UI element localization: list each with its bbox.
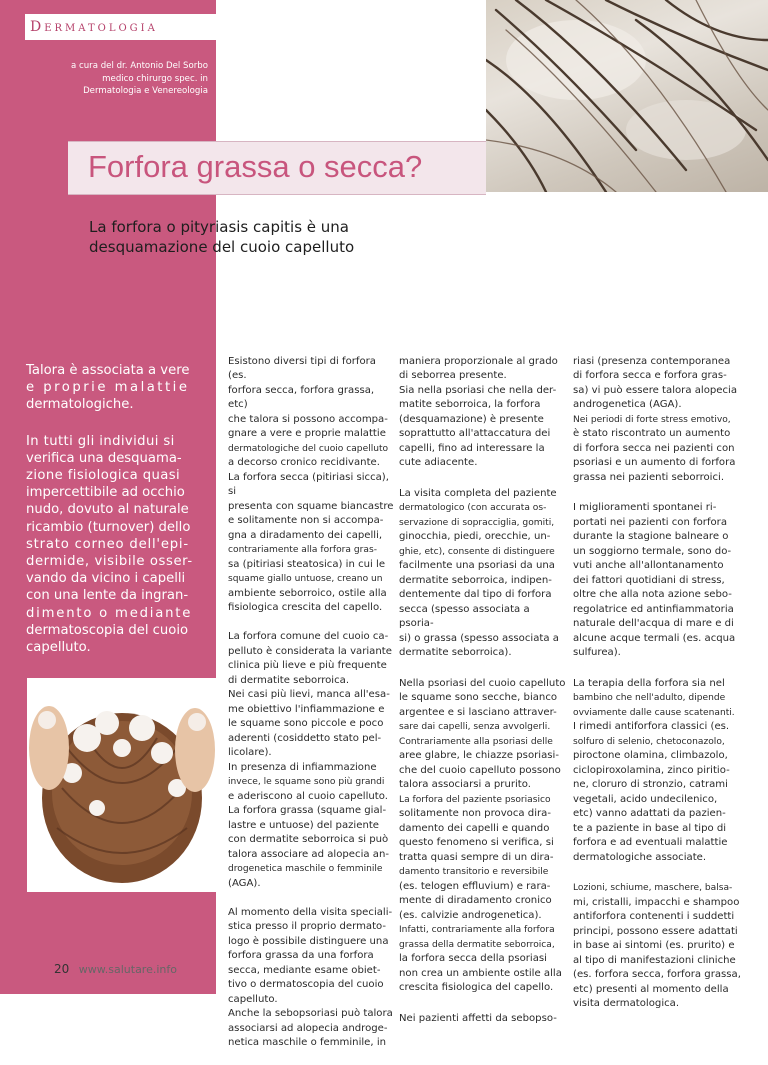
text-line: a decorso cronico recidivante.: [228, 457, 380, 468]
text-line: (es. forfora secca, forfora grassa,: [573, 969, 741, 980]
text-line: Sia nella psoriasi che nella der-: [399, 384, 557, 396]
text-line: antiforfora contenenti i suddetti: [573, 911, 735, 922]
text-line: Nei pazienti affetti da sebopso-: [399, 1012, 557, 1024]
text-line: La forfora secca (pitiriasi sicca), si: [228, 471, 389, 497]
text-line: (desquamazione) è presente: [399, 413, 544, 425]
text-line: ne, cloruro di stronzio, catrami: [573, 779, 728, 790]
text-line: di forfora secca nei pazienti con: [573, 442, 735, 454]
page-number: 20: [54, 962, 70, 976]
section-rubric: [25, 14, 216, 40]
sidebar-line: dermide, visibile osser-: [26, 554, 193, 570]
text-line: contrariamente alla forfora gras-: [228, 545, 377, 555]
text-line: etc) presenti al momento della: [573, 983, 729, 995]
credit-line: a cura del dr. Antonio Del Sorbo: [71, 61, 208, 71]
text-line: facilmente una psoriasi da una: [399, 560, 555, 571]
text-line: (es. calvizie androgenetica).: [399, 909, 542, 921]
text-line: mente di diradamento cronico: [399, 895, 552, 906]
text-line: La visita completa del paziente: [399, 487, 557, 499]
sidebar-text: [26, 343, 206, 675]
website-link[interactable]: www.salutare.info: [78, 963, 177, 976]
text-column-3: [573, 340, 741, 1026]
text-line: Anche la sebopsoriasi può talora: [228, 1008, 393, 1019]
text-line: dermatologiche associate.: [573, 851, 707, 863]
text-line: riasi (presenza contemporanea: [573, 355, 731, 367]
text-line: solitamente non provoca dira-: [399, 808, 551, 819]
text-line: sulfurea).: [573, 647, 621, 658]
credit-line: Dermatologia e Venereologia: [83, 86, 208, 96]
text-line: I rimedi antiforfora classici (es.: [573, 721, 730, 732]
text-line: associarsi ad alopecia androge-: [228, 1022, 388, 1034]
sidebar-line: capelluto.: [26, 640, 91, 656]
sidebar-line: con una lente da ingran-: [26, 588, 189, 604]
text-line: questo fenomeno si verifica, si: [399, 837, 554, 848]
hair-washing-image: [27, 678, 216, 892]
text-line: regolatrice ed antinfiammatoria: [573, 603, 734, 615]
text-line: tratta quasi sempre di un dira-: [399, 851, 554, 863]
page-footer: [54, 962, 177, 976]
text-line: vegetali, acido undecilenico,: [573, 793, 718, 805]
text-line: dentemente dal tipo di forfora: [399, 589, 552, 600]
text-line: matite seborroica, la forfora: [399, 399, 541, 410]
text-line: maniera proporzionale al grado: [399, 355, 558, 367]
text-line: forfora grassa da una forfora: [228, 950, 374, 961]
author-credit: [28, 60, 208, 98]
text-line: ciclopiroxolamina, zinco piritio-: [573, 764, 730, 776]
lead-line: La forfora o pityriasis capitis è una: [89, 218, 349, 236]
text-line: talora associare ad alopecia an-: [228, 848, 389, 860]
text-line: La forfora grassa (squame gial-: [228, 805, 387, 816]
text-line: capelluto.: [228, 993, 278, 1005]
lead-paragraph: [89, 217, 489, 257]
text-line: logo è possibile distinguere una: [228, 935, 389, 947]
text-line: damento transitorio e reversibile: [399, 867, 549, 877]
text-line: presenta con squame biancastre: [228, 500, 394, 512]
text-line: (es. telogen effluvium) e rara-: [399, 880, 551, 892]
text-line: me obiettivo l'infiammazione e: [228, 703, 385, 715]
text-line: le squame sono secche, bianco: [399, 692, 558, 703]
text-line: sare dai capelli, senza avvolgerli.: [399, 722, 551, 732]
sidebar-line: vando da vicino i capelli: [26, 571, 186, 587]
text-line: crescita fisiologica del capello.: [399, 982, 554, 993]
text-line: dei fattori quotidiani di stress,: [573, 574, 725, 586]
text-line: con dermatite seborroica si può: [228, 834, 389, 845]
text-line: drogenetica maschile o femminile: [228, 864, 383, 874]
title-band: [68, 141, 486, 195]
text-line: Nella psoriasi del cuoio capelluto: [399, 677, 566, 689]
sidebar-line: dermatoscopia del cuoio: [26, 622, 189, 638]
text-line: Nei periodi di forte stress emotivo,: [573, 414, 731, 425]
text-line: forfora e ad eventuali malattie: [573, 837, 728, 848]
text-line: le squame sono piccole e poco: [228, 718, 384, 729]
text-line: di seborrea presente.: [399, 370, 507, 381]
text-line: in base ai sintomi (es. prurito) e: [573, 940, 735, 951]
text-line: In presenza di infiammazione: [228, 761, 377, 773]
sidebar-line: nudo, dovuto al naturale: [26, 502, 189, 518]
text-line: di dermatite seborroica.: [228, 674, 350, 686]
dermatoscopy-photo: [486, 0, 768, 192]
text-line: squame giallo untuose, creano un: [228, 574, 383, 584]
text-line: sa) vi può essere talora alopecia: [573, 384, 738, 396]
sidebar-line: zione fisiologica quasi: [26, 468, 181, 484]
text-line: visita dermatologica.: [573, 998, 680, 1009]
hair-washing-photo: [27, 678, 216, 892]
sidebar-line: e proprie malattie: [26, 380, 190, 396]
text-line: tivo o dermatoscopia del cuoio: [228, 979, 384, 990]
text-line: si) o grassa (spesso associata a: [399, 632, 559, 644]
text-line: Lozioni, schiume, maschere, balsa-: [573, 883, 733, 893]
text-line: ghie, etc), consente di distinguere: [399, 546, 555, 557]
text-line: psoriasi e un aumento di forfora: [573, 457, 736, 468]
sidebar-line: verifica una desquama-: [26, 450, 182, 466]
lead-line: desquamazione del cuoio capelluto: [89, 238, 355, 256]
text-line: servazione di sopracciglia, gomiti,: [399, 517, 555, 528]
sidebar-line: dimento o mediante: [26, 605, 193, 621]
text-line: sa (pitiriasi steatosica) in cui le: [228, 558, 386, 570]
text-line: dermatite seborroica).: [399, 647, 512, 658]
sidebar-line: strato corneo dell'epi-: [26, 536, 189, 552]
text-line: secca (spesso associata a psoria-: [399, 603, 530, 629]
text-line: mi, cristalli, impacchi e shampoo: [573, 896, 740, 908]
text-line: ginocchia, piedi, orecchie, un-: [399, 531, 551, 542]
text-line: La terapia della forfora sia nel: [573, 677, 725, 689]
text-line: la forfora secca della psoriasi: [399, 953, 547, 964]
text-line: cute adiacente.: [399, 457, 478, 468]
text-column-1: [228, 340, 396, 1065]
text-line: aree glabre, le chiazze psoriasi-: [399, 750, 559, 761]
text-line: argentee e si lasciano attraver-: [399, 706, 557, 718]
text-line: che del cuoio capelluto possono: [399, 764, 561, 776]
text-line: dermatologico (con accurata os-: [399, 503, 547, 513]
sidebar-line: Talora è associata a vere: [26, 363, 190, 378]
rubric-label: Dermatologia: [30, 19, 158, 35]
text-line: e aderiscono al cuoio capelluto.: [228, 790, 388, 802]
text-line: Infatti, contrariamente alla forfora: [399, 925, 555, 935]
text-line: ovviamente dalle cause scatenanti.: [573, 707, 735, 718]
dermatoscopy-image: [486, 0, 768, 192]
text-line: Al momento della visita speciali-: [228, 906, 393, 918]
text-column-2: [399, 340, 567, 1041]
text-line: aderenti (cosiddetto stato pel-: [228, 732, 382, 744]
text-line: dermatologiche del cuoio capelluto: [228, 443, 389, 454]
text-line: clinica più lieve e più frequente: [228, 660, 387, 671]
text-line: grassa della dermatite seborroica,: [399, 939, 555, 950]
text-line: e solitamente non si accompa-: [228, 515, 384, 526]
text-line: non crea un ambiente ostile alla: [399, 967, 562, 979]
text-line: capelli, fino ad interessare la: [399, 442, 545, 454]
text-line: ambiente seborroico, ostile alla: [228, 587, 387, 599]
text-line: un soggiorno termale, sono do-: [573, 545, 732, 557]
text-line: dermatite seborroica, indipen-: [399, 574, 552, 586]
text-line: che talora si possono accompa-: [228, 413, 388, 425]
credit-line: medico chirurgo spec. in: [102, 73, 208, 84]
text-line: portati nei pazienti con forfora: [573, 516, 728, 528]
text-line: etc) vanno adattati da pazien-: [573, 808, 726, 819]
text-line: secca, mediante esame obiet-: [228, 964, 381, 976]
article-title: Forfora grassa o secca?: [88, 149, 423, 184]
text-line: gna a diradamento dei capelli,: [228, 529, 383, 541]
text-line: al tipo di manifestazioni cliniche: [573, 954, 736, 966]
text-line: te a paziente in base al tipo di: [573, 822, 727, 834]
text-line: alcune acque termali (es. acqua: [573, 632, 736, 644]
text-line: lastre e untuose) del paziente: [228, 819, 380, 831]
sidebar-line: ricambio (turnover) dello: [26, 519, 191, 535]
text-line: I miglioramenti spontanei ri-: [573, 502, 717, 513]
text-line: oltre che alla nota azione sebo-: [573, 589, 732, 600]
text-line: di forfora secca e forfora gras-: [573, 370, 727, 381]
sidebar-line: impercettibile ad occhio: [26, 485, 185, 501]
text-line: netica maschile o femminile, in: [228, 1037, 387, 1048]
text-line: solfuro di selenio, chetoconazolo,: [573, 736, 725, 747]
text-line: (AGA).: [228, 877, 261, 889]
text-line: La forfora comune del cuoio ca-: [228, 631, 389, 642]
text-line: androgenetica (AGA).: [573, 399, 682, 410]
text-line: invece, le squame sono più grandi: [228, 777, 385, 787]
text-line: pelluto è considerata la variante: [228, 645, 392, 657]
text-line: Esistono diversi tipi di forfora (es.: [228, 355, 376, 381]
text-line: è stato riscontrato un aumento: [573, 428, 731, 439]
text-line: durante la stagione balneare o: [573, 531, 729, 542]
text-line: bambino che nell'adulto, dipende: [573, 693, 726, 703]
text-line: fisiologica crescita del capello.: [228, 602, 383, 613]
text-line: principi, possono essere adattati: [573, 925, 738, 937]
text-line: naturale dell'acqua di mare e di: [573, 618, 734, 629]
text-line: licolare).: [228, 747, 272, 758]
text-line: Nei casi più lievi, manca all'esa-: [228, 689, 390, 700]
text-line: vuti anche all'allontanamento: [573, 560, 724, 571]
text-line: Contrariamente alla psoriasi delle: [399, 736, 553, 747]
text-line: forfora secca, forfora grassa, etc): [228, 384, 375, 410]
text-line: grassa nei pazienti seborroici.: [573, 471, 725, 483]
text-line: stica presso il proprio dermato-: [228, 921, 387, 932]
sidebar-line: In tutti gli individui si: [26, 433, 175, 449]
text-line: gnare a vere e proprie malattie: [228, 428, 386, 439]
text-line: damento dei capelli e quando: [399, 822, 550, 834]
text-line: La forfora del paziente psoriasico: [399, 794, 551, 805]
text-line: talora associarsi a prurito.: [399, 779, 531, 790]
text-line: piroctone olamina, climbazolo,: [573, 750, 728, 761]
sidebar-line: dermatologiche.: [26, 397, 134, 413]
text-line: soprattutto all'attaccatura dei: [399, 428, 551, 439]
